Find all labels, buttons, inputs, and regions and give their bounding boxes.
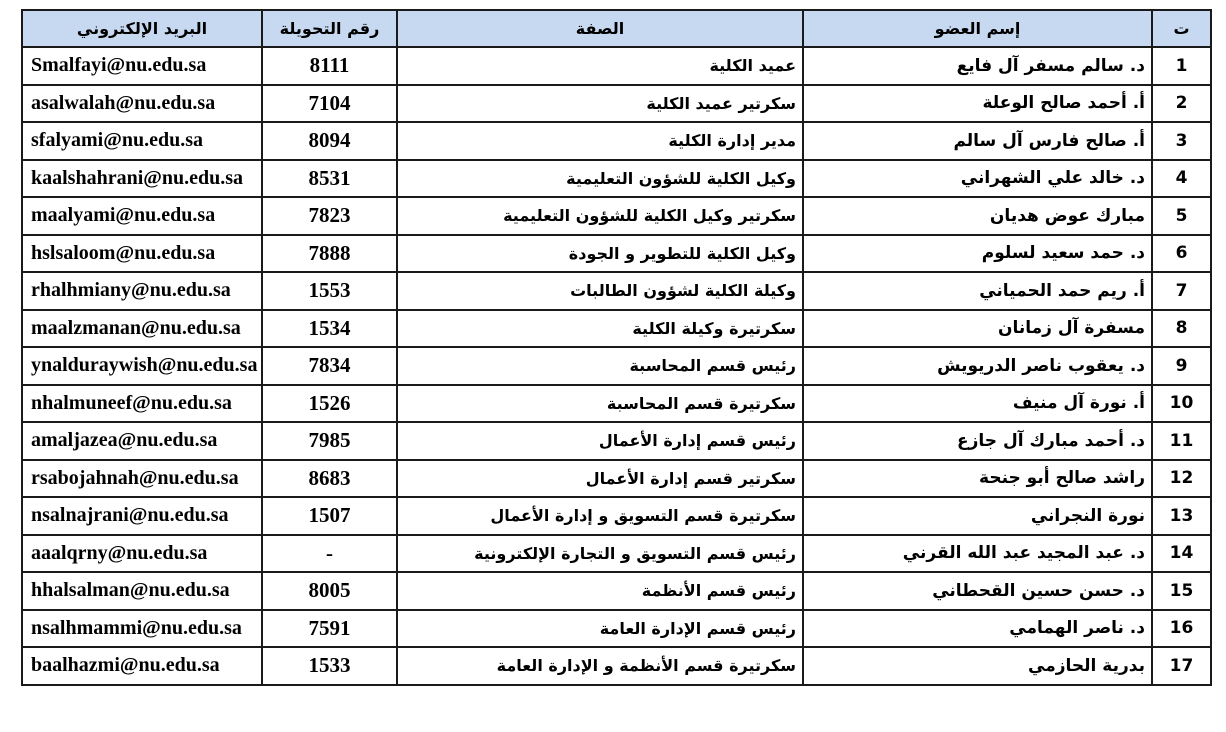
extension-number: 1533 <box>262 647 397 685</box>
member-name: بدرية الحازمي <box>803 647 1152 685</box>
extension-number: 7823 <box>262 197 397 235</box>
row-number: 16 <box>1152 610 1211 648</box>
row-number: 2 <box>1152 85 1211 123</box>
staff-table <box>21 9 1212 686</box>
member-role: سكرتيرة وكيلة الكلية <box>397 310 803 348</box>
table-row <box>22 572 1211 610</box>
member-role: عميد الكلية <box>397 47 803 85</box>
extension-number: 8531 <box>262 160 397 198</box>
member-role: رئيس قسم التسويق و التجارة الإلكترونية <box>397 535 803 573</box>
row-number: 4 <box>1152 160 1211 198</box>
email-address: nsalnajrani@nu.edu.sa <box>22 497 262 535</box>
row-number: 15 <box>1152 572 1211 610</box>
email-address: asalwalah@nu.edu.sa <box>22 85 262 123</box>
table-row <box>22 47 1211 85</box>
member-name: د. خالد علي الشهراني <box>803 160 1152 198</box>
row-number: 8 <box>1152 310 1211 348</box>
email-address: nsalhmammi@nu.edu.sa <box>22 610 262 648</box>
extension-number: 7888 <box>262 235 397 273</box>
email-address: rhalhmiany@nu.edu.sa <box>22 272 262 310</box>
extension-number: 1553 <box>262 272 397 310</box>
email-address: baalhazmi@nu.edu.sa <box>22 647 262 685</box>
extension-number: 7985 <box>262 422 397 460</box>
header-name: إسم العضو <box>803 10 1152 47</box>
member-name: د. أحمد مبارك آل جازع <box>803 422 1152 460</box>
table-row <box>22 197 1211 235</box>
member-role: سكرتيرة قسم المحاسبة <box>397 385 803 423</box>
member-name: أ. أحمد صالح الوعلة <box>803 85 1152 123</box>
table-row <box>22 235 1211 273</box>
member-name: مسفرة آل زمانان <box>803 310 1152 348</box>
member-name: أ. نورة آل منيف <box>803 385 1152 423</box>
member-role: وكيلة الكلية لشؤون الطالبات <box>397 272 803 310</box>
extension-number: 8111 <box>262 47 397 85</box>
table-row <box>22 347 1211 385</box>
member-role: سكرتير عميد الكلية <box>397 85 803 123</box>
email-address: sfalyami@nu.edu.sa <box>22 122 262 160</box>
row-number: 13 <box>1152 497 1211 535</box>
extension-number: 1534 <box>262 310 397 348</box>
extension-number: 1507 <box>262 497 397 535</box>
row-number: 12 <box>1152 460 1211 498</box>
table-row <box>22 272 1211 310</box>
member-role: مدير إدارة الكلية <box>397 122 803 160</box>
row-number: 5 <box>1152 197 1211 235</box>
row-number: 9 <box>1152 347 1211 385</box>
member-role: رئيس قسم إدارة الأعمال <box>397 422 803 460</box>
table-row <box>22 535 1211 573</box>
email-address: maalzmanan@nu.edu.sa <box>22 310 262 348</box>
row-number: 14 <box>1152 535 1211 573</box>
member-role: رئيس قسم الأنظمة <box>397 572 803 610</box>
extension-number: 1526 <box>262 385 397 423</box>
table-body <box>22 47 1211 685</box>
member-name: د. سالم مسفر آل فايع <box>803 47 1152 85</box>
extension-number: 7104 <box>262 85 397 123</box>
table-row <box>22 497 1211 535</box>
member-name: د. يعقوب ناصر الدريويش <box>803 347 1152 385</box>
table-row <box>22 122 1211 160</box>
row-number: 1 <box>1152 47 1211 85</box>
extension-number: 8005 <box>262 572 397 610</box>
member-name: د. حمد سعيد لسلوم <box>803 235 1152 273</box>
email-address: hslsaloom@nu.edu.sa <box>22 235 262 273</box>
member-name: راشد صالح أبو جنحة <box>803 460 1152 498</box>
member-role: سكرتير وكيل الكلية للشؤون التعليمية <box>397 197 803 235</box>
member-name: أ. صالح فارس آل سالم <box>803 122 1152 160</box>
extension-number: 8683 <box>262 460 397 498</box>
member-role: سكرتير قسم إدارة الأعمال <box>397 460 803 498</box>
email-address: Smalfayi@nu.edu.sa <box>22 47 262 85</box>
email-address: ynaldurаywish@nu.edu.sa <box>22 347 262 385</box>
member-name: د. عبد المجيد عبد الله القرني <box>803 535 1152 573</box>
extension-number: - <box>262 535 397 573</box>
member-name: نورة النجراني <box>803 497 1152 535</box>
table-row <box>22 310 1211 348</box>
table-row <box>22 385 1211 423</box>
header-row <box>22 10 1211 47</box>
member-name: د. ناصر الهمامي <box>803 610 1152 648</box>
email-address: aaalqrny@nu.edu.sa <box>22 535 262 573</box>
extension-number: 7591 <box>262 610 397 648</box>
extension-number: 8094 <box>262 122 397 160</box>
member-role: سكرتيرة قسم التسويق و إدارة الأعمال <box>397 497 803 535</box>
table-row <box>22 610 1211 648</box>
email-address: nhalmuneef@nu.edu.sa <box>22 385 262 423</box>
email-address: rsabojahnah@nu.edu.sa <box>22 460 262 498</box>
member-name: مبارك عوض هديان <box>803 197 1152 235</box>
header-email: البريد الإلكتروني <box>22 10 262 47</box>
row-number: 7 <box>1152 272 1211 310</box>
member-role: رئيس قسم المحاسبة <box>397 347 803 385</box>
member-role: وكيل الكلية للشؤون التعليمية <box>397 160 803 198</box>
row-number: 6 <box>1152 235 1211 273</box>
member-name: أ. ريم حمد الحمياني <box>803 272 1152 310</box>
email-address: kaalshahrani@nu.edu.sa <box>22 160 262 198</box>
table-row <box>22 460 1211 498</box>
email-address: hhalsalman@nu.edu.sa <box>22 572 262 610</box>
row-number: 3 <box>1152 122 1211 160</box>
row-number: 11 <box>1152 422 1211 460</box>
row-number: 17 <box>1152 647 1211 685</box>
member-role: وكيل الكلية للتطوير و الجودة <box>397 235 803 273</box>
table-row <box>22 422 1211 460</box>
table-row <box>22 160 1211 198</box>
header-num: ت <box>1152 10 1211 47</box>
member-role: رئيس قسم الإدارة العامة <box>397 610 803 648</box>
member-role: سكرتيرة قسم الأنظمة و الإدارة العامة <box>397 647 803 685</box>
staff-directory <box>21 9 1200 686</box>
member-name: د. حسن حسين القحطاني <box>803 572 1152 610</box>
table-row <box>22 647 1211 685</box>
email-address: amaljazea@nu.edu.sa <box>22 422 262 460</box>
row-number: 10 <box>1152 385 1211 423</box>
extension-number: 7834 <box>262 347 397 385</box>
header-role: الصفة <box>397 10 803 47</box>
header-ext: رقم التحويلة <box>262 10 397 47</box>
table-row <box>22 85 1211 123</box>
email-address: maalyami@nu.edu.sa <box>22 197 262 235</box>
